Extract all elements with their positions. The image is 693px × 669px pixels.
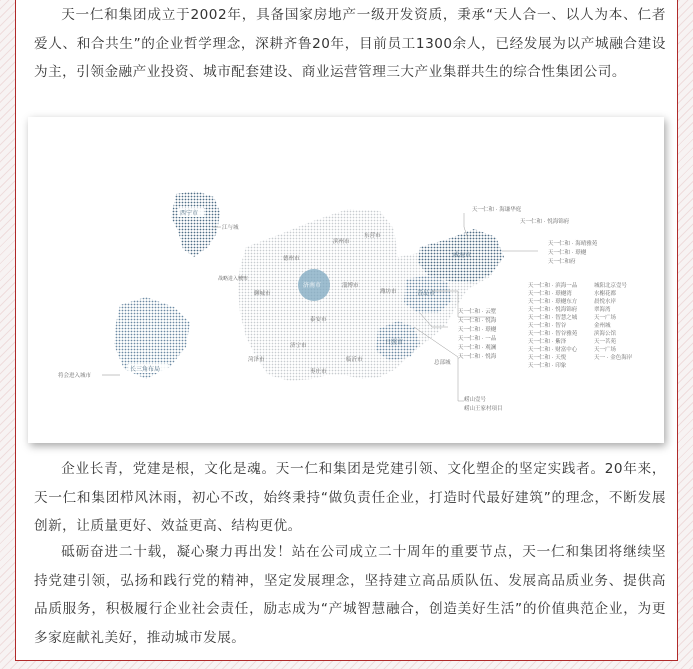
project-item: 晨悦水岸: [594, 299, 617, 305]
project-item: 天一仁和 · 云墅: [458, 309, 497, 315]
project-item: 城阳北京壹号: [594, 283, 628, 289]
project-item: 天一 · 金色海岸: [594, 355, 633, 361]
project-item: 天一仁和 · 璟樾湾: [528, 291, 572, 297]
project-item: 金州城: [594, 323, 611, 329]
city-liaocheng: 聊城市: [254, 291, 271, 297]
project-group-qingdao-right: [528, 281, 578, 369]
project-group-rizhao: [458, 307, 497, 333]
changsan-note: 将会进入城市: [58, 373, 92, 379]
weihai-label: 威海市: [453, 252, 472, 259]
city-taian: 泰安市: [310, 317, 327, 323]
project-item: 天一仁和 · 悦海锦府: [520, 219, 570, 225]
qingdao-extra: 总部城: [434, 360, 451, 366]
project-item: 天一仁和 · 海谦华庭: [472, 207, 522, 213]
city-jining: 济宁市: [290, 343, 307, 349]
project-item: 翠海湾: [594, 307, 611, 313]
project-item: 天一仁和 · 悦海: [458, 354, 497, 360]
project-item: 天一仁和 · 海晴雅苑: [548, 241, 598, 247]
project-item: 天一仁和 · 智谷雅苑: [528, 331, 578, 337]
project-group-far-right: [594, 281, 633, 361]
project-item: 天一仁和 · 观澜: [458, 345, 497, 351]
xining-region: [171, 191, 220, 257]
project-item: 天一仁和 · 璟樾: [458, 327, 497, 333]
city-dongying: 东营市: [364, 233, 381, 239]
changsanjiao-label: 长三角布局: [130, 366, 161, 373]
project-group-qingdao-left: [458, 334, 497, 360]
xining-label: 西宁市: [180, 210, 199, 217]
city-weifang: 潍坊市: [380, 289, 397, 295]
jinzhai-note-1: 战略进入城市: [218, 276, 249, 282]
project-item: 天一仁和 · 悦海锦府: [528, 307, 578, 313]
project-item: 天一仁和 · 智慧之城: [528, 315, 578, 321]
project-item: 滨海公馆: [594, 331, 617, 337]
project-item: 天一仁和 · 滨海一品: [528, 283, 578, 289]
business-map: [28, 117, 664, 443]
project-item: 天一仁和 · 智谷: [528, 323, 567, 329]
city-heze: 菏泽市: [248, 357, 265, 363]
project-item: 天一仁和 · 紫泽: [528, 339, 567, 345]
project-item: 天一仁和 · 璟樾: [548, 250, 587, 256]
project-item: 崂山王家村项目: [464, 406, 503, 412]
article-frame: [15, 0, 678, 661]
jinan-label: 济南市: [303, 282, 322, 289]
city-linyi: 临沂市: [346, 357, 363, 363]
project-item: 崂山壹号: [464, 397, 487, 403]
project-item: 天一仁和 · 璟樾东方: [528, 299, 578, 305]
party-culture-paragraph: 企业长青，党建是根，文化是魂。天一仁和集团是党建引领、文化塑企的坚定实践者。20年来，天一仁和集团栉风沐雨，初心不改，始终秉持“做负责任企业，打造时代最好建筑”的理念，不断发展创新，让质量更好、效益更高、结构更优。: [34, 461, 666, 534]
project-item: 水榭花都: [594, 291, 617, 297]
rizhao-label: 日照市: [385, 339, 404, 346]
city-dezhou: 德州市: [283, 256, 300, 262]
project-item: 天一茗苑: [594, 339, 617, 345]
project-group-weihai: [548, 239, 598, 265]
project-item: 天一仁和 · 印象: [528, 363, 567, 369]
project-item: 天一仁和府: [548, 259, 576, 265]
intro-paragraph: 天一仁和集团成立于2002年，具备国家房地产一级开发资质，秉承“天人合一、以人为本、仁者爱人、和合共生”的企业哲学理念，深耕齐鲁20年，目前员工1300余人，已经发展为以产城融合建设为主，引领金融产业投资、城市配套建设、商业运营管理三大产业集群共生的综合性集团公司。: [34, 7, 666, 80]
city-zaozhuang: 枣庄市: [310, 369, 327, 375]
project-item: 天一广场: [594, 347, 617, 353]
project-item: 天一仁和 · 财富中心: [528, 347, 578, 353]
city-binzhou: 滨州市: [333, 239, 350, 245]
future-paragraph: 砥砺奋进二十载，凝心聚力再出发！站在公司成立二十周年的重要节点，天一仁和集团将继续坚持党建引领，弘扬和践行党的精神，坚定发展理念，坚持建立高品质队伍、发展高品质业务、提供高品质服务，积极履行企业社会责任，励志成为“产城智慧融合，创造美好生活”的价值典范企业，为更多家庭献礼美好，推动城市发展。: [34, 544, 666, 646]
project-group-top: [472, 205, 570, 225]
project-item: 天一仁和 · 天悦: [528, 355, 567, 361]
project-group-bottom: [464, 395, 503, 412]
project-item: 天一广场: [594, 315, 617, 321]
project-item: 天一仁和 · 一品: [458, 336, 497, 342]
project-item: 天一仁和 · 悦海: [458, 318, 497, 324]
qingdao-label: 青岛市: [417, 290, 436, 297]
jiangyu-label: 江与城: [222, 225, 239, 231]
city-zibo: 淄博市: [342, 283, 359, 289]
